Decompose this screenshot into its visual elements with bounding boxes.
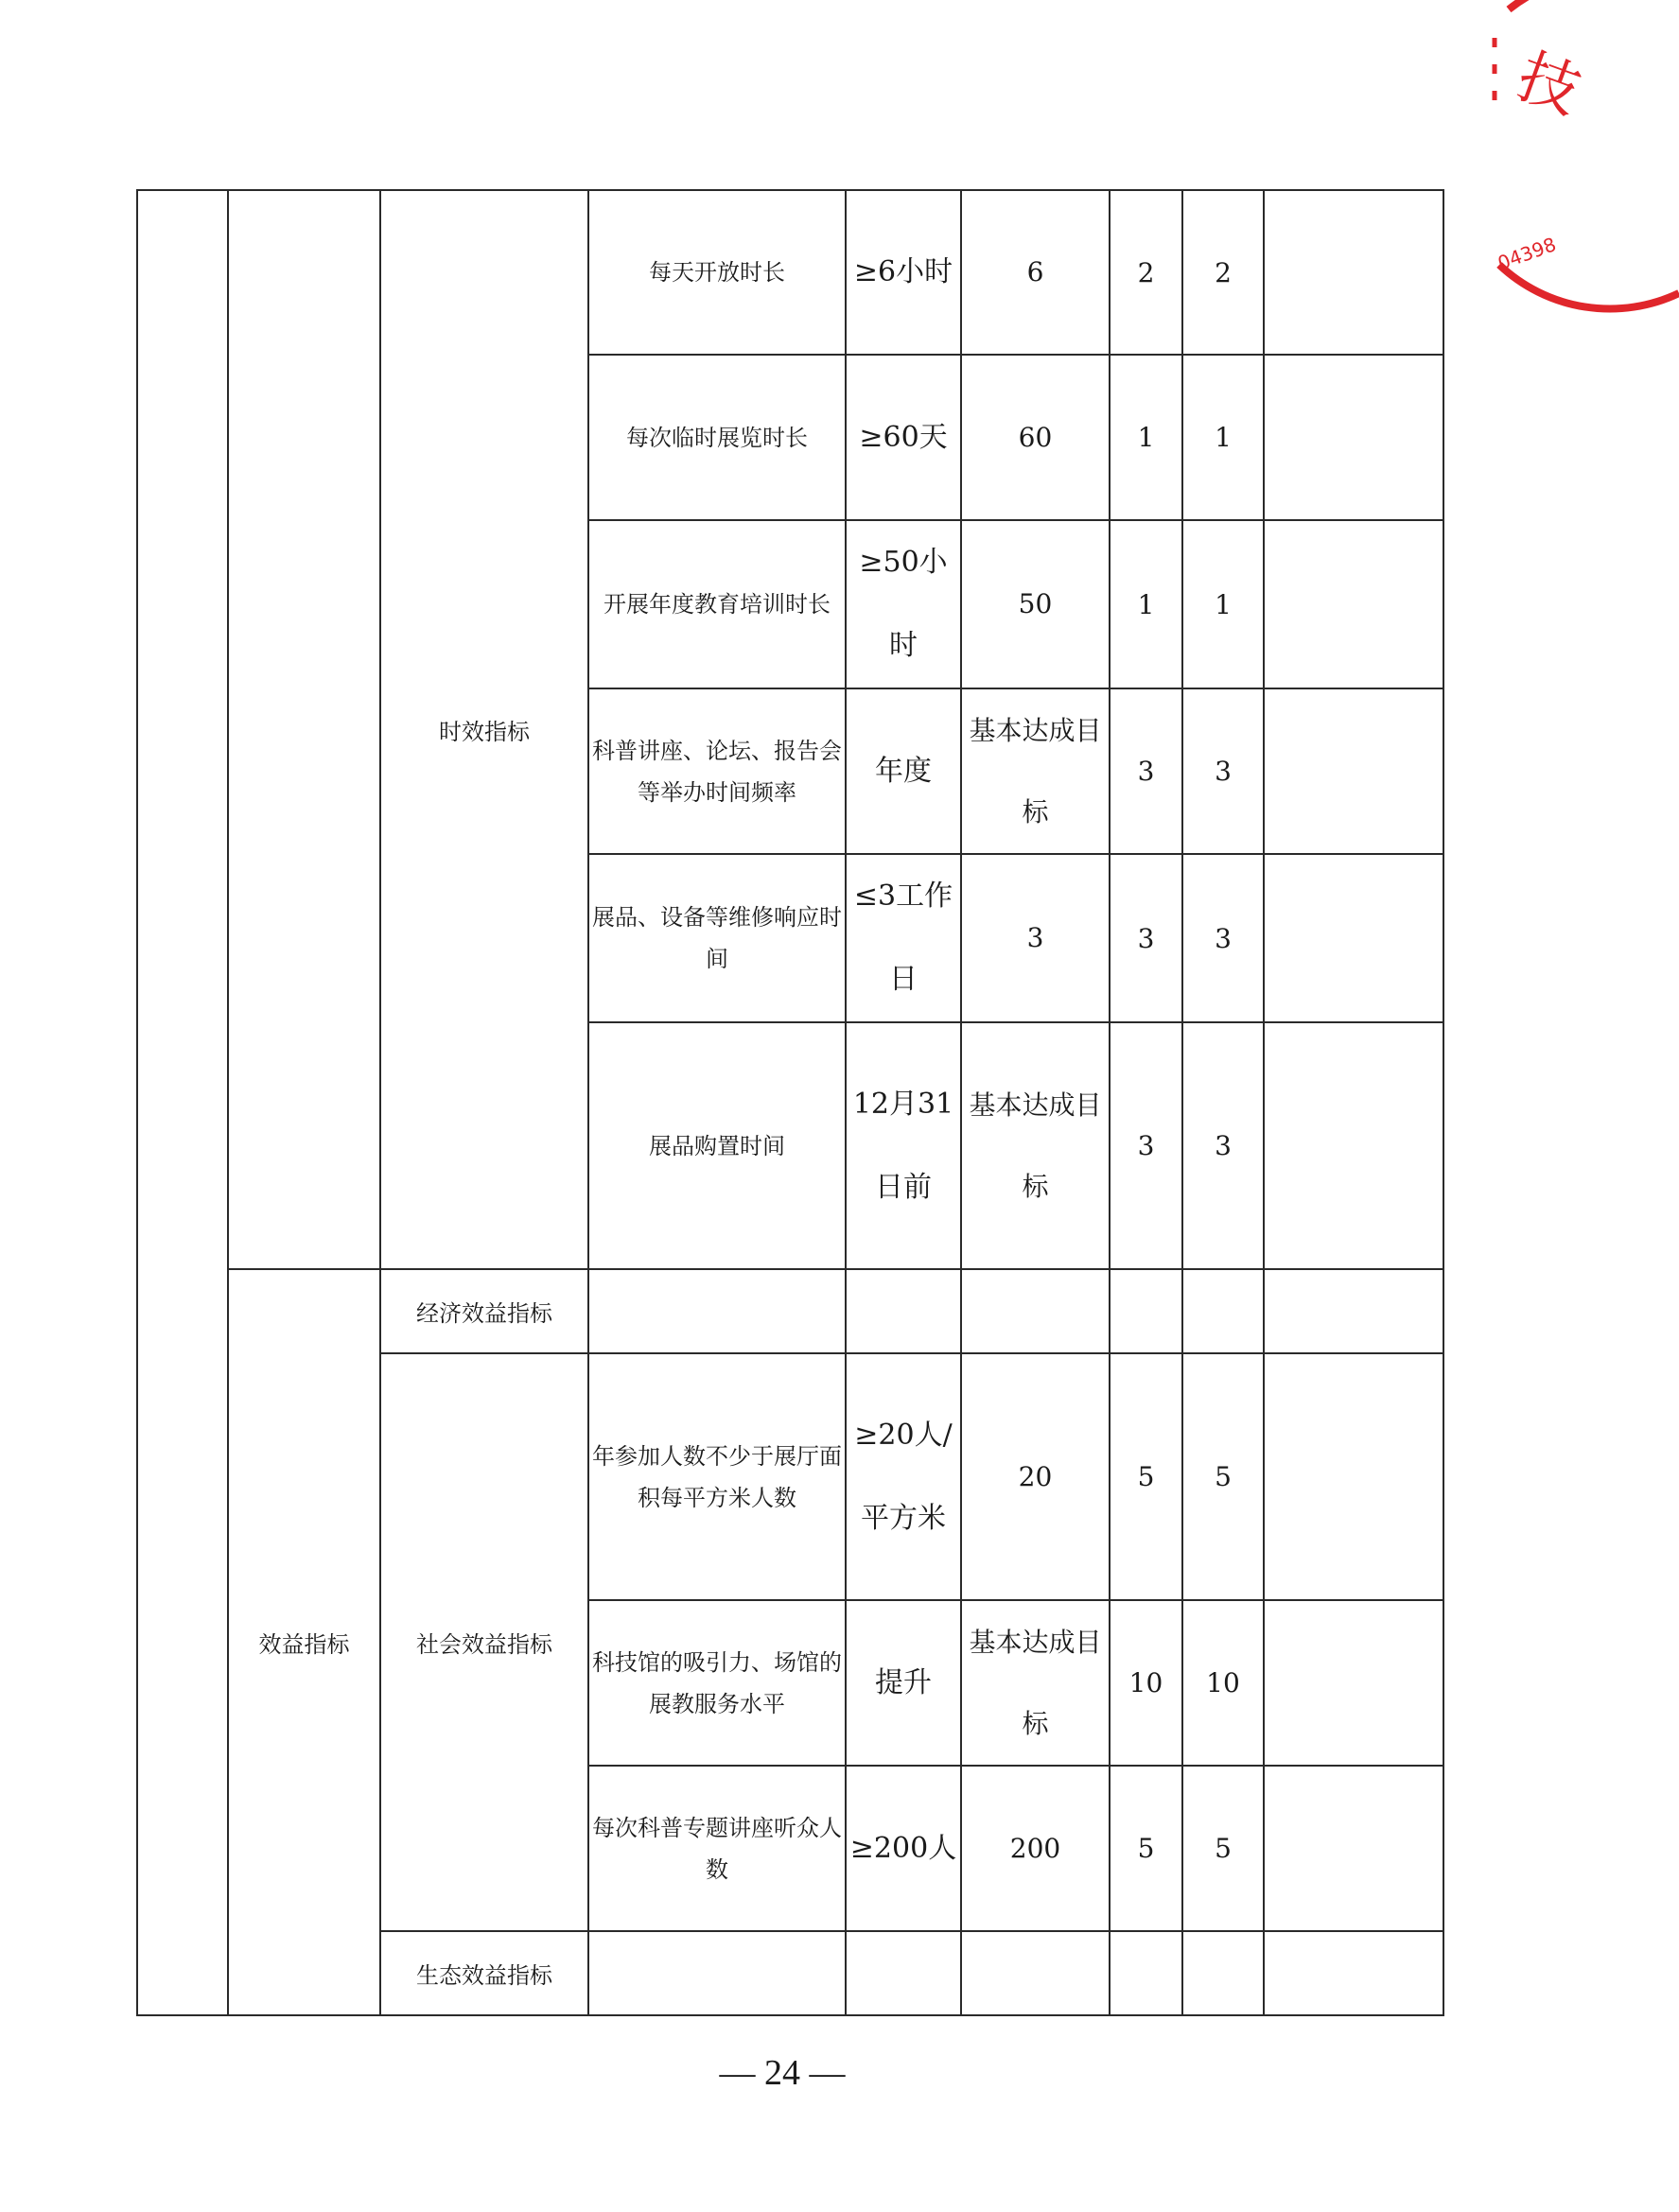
indicator-remark-empty: [1264, 1600, 1443, 1766]
indicator-weight: 1: [1110, 520, 1182, 688]
indicator-weight: 10: [1110, 1600, 1182, 1766]
indicator-remark-empty: [1264, 190, 1443, 355]
indicator-actual-value: 60: [961, 355, 1110, 520]
indicator-actual-value: 基本达成目标: [961, 1600, 1110, 1766]
indicator-remark-empty: [1264, 854, 1443, 1022]
indicator-remark-empty: [1264, 1022, 1443, 1269]
indicator-weight: 3: [1110, 1022, 1182, 1269]
indicator-standard: ≥200人: [846, 1766, 961, 1931]
indicator-standard: ≥60天: [846, 355, 961, 520]
indicator-weight: 2: [1110, 190, 1182, 355]
indicator-score: 5: [1182, 1766, 1264, 1931]
level2-cell-empty: [228, 190, 380, 1269]
table-row: [137, 190, 1443, 355]
indicator-score: 1: [1182, 520, 1264, 688]
indicator-standard: ≥50小时: [846, 520, 961, 688]
indicator-weight: 1: [1110, 355, 1182, 520]
empty-cell: [588, 1931, 846, 2015]
indicator-weight: 5: [1110, 1766, 1182, 1931]
social-benefit-label: 社会效益指标: [380, 1353, 588, 1931]
indicator-standard: ≥6小时: [846, 190, 961, 355]
indicator-remark-empty: [1264, 520, 1443, 688]
indicator-remark-empty: [1264, 355, 1443, 520]
indicator-standard: 提升: [846, 1600, 961, 1766]
indicator-score: 10: [1182, 1600, 1264, 1766]
indicator-actual-value: 20: [961, 1353, 1110, 1600]
indicator-name: 开展年度教育培训时长: [588, 520, 846, 688]
indicator-remark-empty: [1264, 1353, 1443, 1600]
indicator-standard: 年度: [846, 688, 961, 854]
indicator-score: 1: [1182, 355, 1264, 520]
indicator-actual-value: 50: [961, 520, 1110, 688]
empty-cell: [1182, 1931, 1264, 2015]
performance-indicator-table: [136, 189, 1444, 2016]
indicator-name: 科普讲座、论坛、报告会等举办时间频率: [588, 688, 846, 854]
indicator-weight: 5: [1110, 1353, 1182, 1600]
indicator-name: 年参加人数不少于展厅面积每平方米人数: [588, 1353, 846, 1600]
ecological-benefit-label: 生态效益指标: [380, 1931, 588, 2015]
empty-cell: [1264, 1931, 1443, 2015]
indicator-standard: ≥20人/平方米: [846, 1353, 961, 1600]
indicator-score: 3: [1182, 1022, 1264, 1269]
empty-cell: [1110, 1269, 1182, 1353]
empty-cell: [588, 1269, 846, 1353]
indicator-name: 展品购置时间: [588, 1022, 846, 1269]
indicator-name: 每次科普专题讲座听众人数: [588, 1766, 846, 1931]
timeliness-indicator-label: 时效指标: [380, 190, 588, 1269]
empty-cell: [961, 1269, 1110, 1353]
indicator-remark-empty: [1264, 1766, 1443, 1931]
empty-cell: [1264, 1269, 1443, 1353]
empty-cell: [846, 1269, 961, 1353]
official-seal-stamp: [1490, 0, 1679, 322]
indicator-standard: ≤3工作日: [846, 854, 961, 1022]
economic-benefit-label: 经济效益指标: [380, 1269, 588, 1353]
level1-cell-empty: [137, 190, 228, 2015]
indicator-score: 5: [1182, 1353, 1264, 1600]
empty-cell: [846, 1931, 961, 2015]
benefit-indicator-label: 效益指标: [228, 1269, 380, 2015]
indicator-name: 每次临时展览时长: [588, 355, 846, 520]
indicator-weight: 3: [1110, 688, 1182, 854]
indicator-score: 3: [1182, 688, 1264, 854]
indicator-actual-value: 6: [961, 190, 1110, 355]
empty-cell: [961, 1931, 1110, 2015]
indicator-name: 每天开放时长: [588, 190, 846, 355]
indicator-actual-value: 3: [961, 854, 1110, 1022]
indicator-actual-value: 基本达成目标: [961, 688, 1110, 854]
indicator-standard: 12月31日前: [846, 1022, 961, 1269]
indicator-name: 科技馆的吸引力、场馆的展教服务水平: [588, 1600, 846, 1766]
indicator-score: 3: [1182, 854, 1264, 1022]
indicator-remark-empty: [1264, 688, 1443, 854]
indicator-score: 2: [1182, 190, 1264, 355]
indicator-weight: 3: [1110, 854, 1182, 1022]
seal-character: 技: [1508, 42, 1589, 129]
empty-cell: [1110, 1931, 1182, 2015]
indicator-name: 展品、设备等维修响应时间: [588, 854, 846, 1022]
indicator-actual-value: 基本达成目标: [961, 1022, 1110, 1269]
page-number: — 24 —: [719, 2053, 846, 2093]
empty-cell: [1182, 1269, 1264, 1353]
table-row: [137, 1269, 1443, 1353]
indicator-actual-value: 200: [961, 1766, 1110, 1931]
seal-number: 04398: [1495, 233, 1560, 275]
